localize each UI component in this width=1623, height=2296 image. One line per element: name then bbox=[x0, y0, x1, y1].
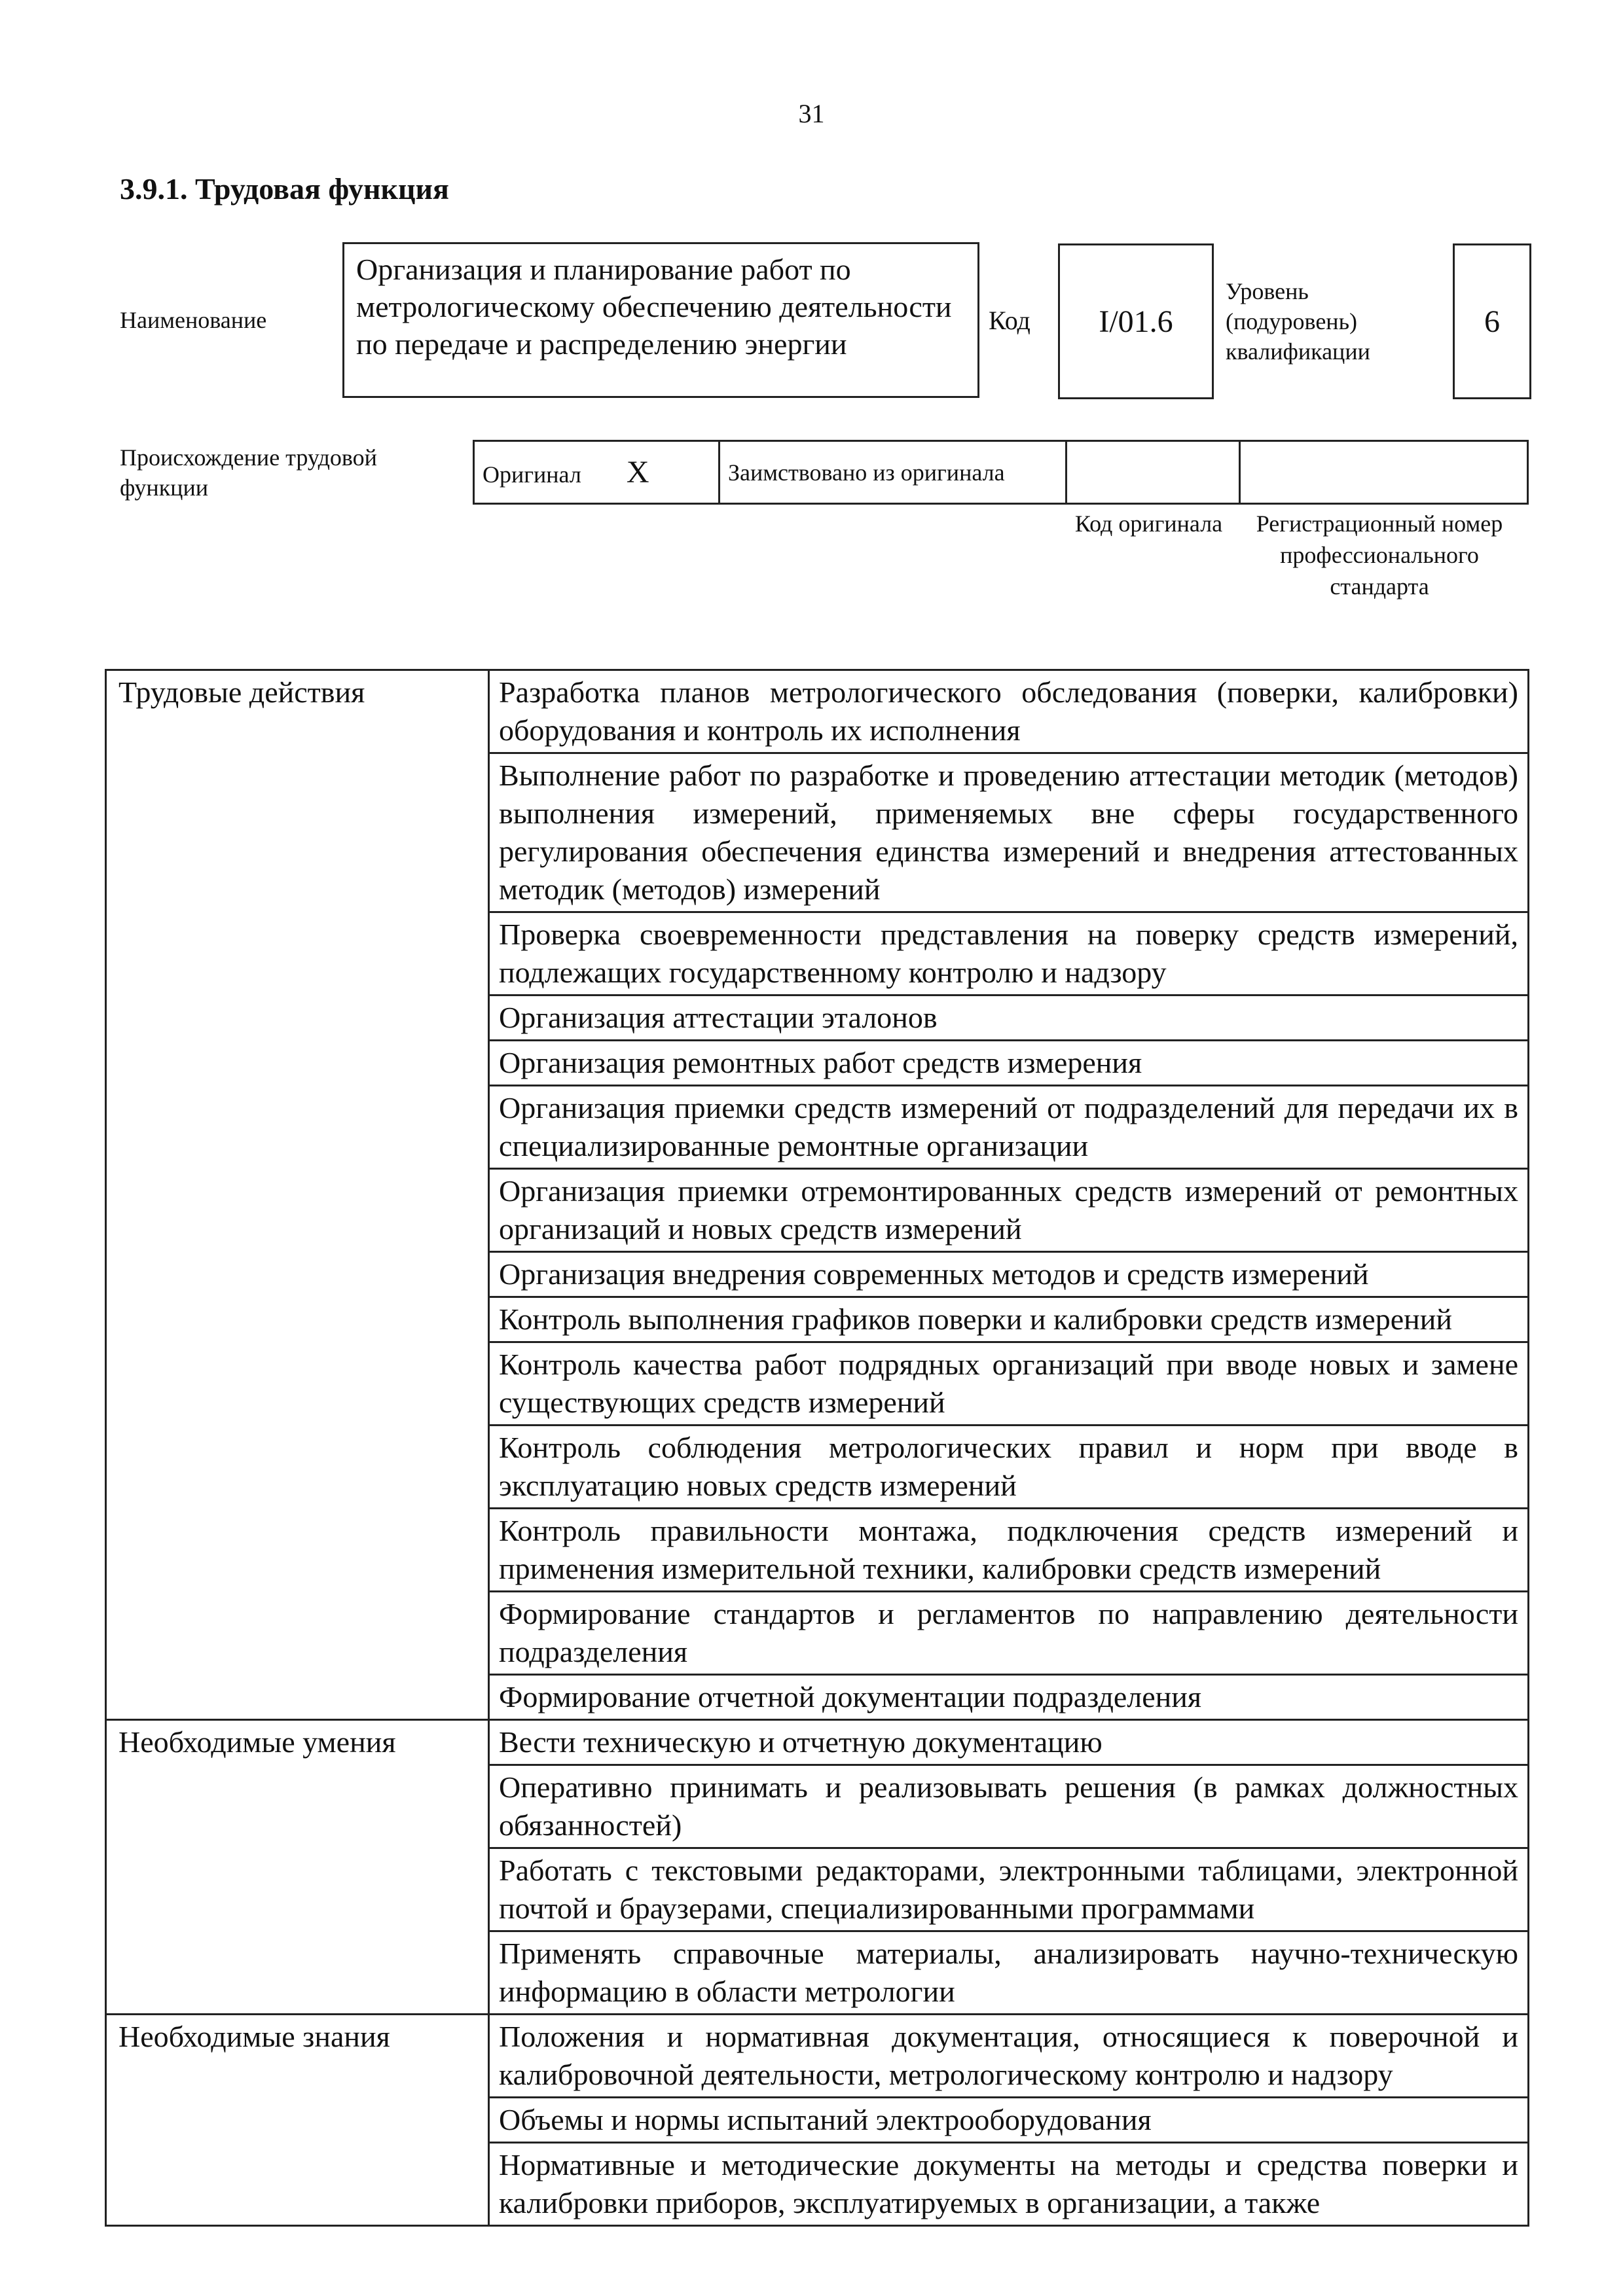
list-item: Формирование стандартов и регламентов по направлению деятельности подразделения bbox=[489, 1592, 1529, 1675]
code-original-cell bbox=[1067, 441, 1240, 504]
list-item: Нормативные и методические документы на методы и средства поверки и калибровки приборов, эксплуатируемых в организации, а также bbox=[489, 2143, 1529, 2226]
name-label: Наименование bbox=[120, 307, 267, 333]
list-item: Контроль качества работ подрядных организаций при вводе новых и замене существующих средств измерений bbox=[489, 1342, 1529, 1426]
original-mark: X bbox=[626, 455, 649, 490]
list-item: Выполнение работ по разработке и проведению аттестации методик (методов) выполнения измерений, применяемых вне сферы государственного регулирования обеспечения единства измерений и внедрения аттестованных методик (методов) измерений bbox=[489, 753, 1529, 912]
section-title: 3.9.1. Трудовая функция bbox=[120, 172, 449, 206]
original-label: Оригинал bbox=[483, 461, 581, 488]
table-row bbox=[106, 2015, 1529, 2098]
list-item: Положения и нормативная документация, относящиеся к поверочной и калибровочной деятельности, метрологическому контролю и надзору bbox=[489, 2015, 1529, 2098]
category-required-skills: Необходимые умения bbox=[106, 1720, 489, 2015]
code-value-box bbox=[1058, 243, 1214, 399]
list-item: Оперативно принимать и реализовывать решения (в рамках должностных обязанностей) bbox=[489, 1765, 1529, 1848]
list-item: Организация ремонтных работ средств измерения bbox=[489, 1041, 1529, 1086]
list-item: Применять справочные материалы, анализировать научно-техническую информацию в области метрологии bbox=[489, 1931, 1529, 2015]
list-item: Контроль выполнения графиков поверки и калибровки средств измерений bbox=[489, 1297, 1529, 1342]
list-item: Разработка планов метрологического обследования (поверки, калибровки) оборудования и контроль их исполнения bbox=[489, 670, 1529, 753]
origin-label: Происхождение трудовой функции bbox=[120, 444, 377, 501]
list-item: Вести техническую и отчетную документацию bbox=[489, 1720, 1529, 1765]
function-name-value: Организация и планирование работ по метрологическому обеспечению деятельности по передаче и распределению энергии bbox=[356, 253, 952, 361]
reg-number-cell bbox=[1240, 441, 1528, 504]
list-item: Организация приемки отремонтированных средств измерений от ремонтных организаций и новых средств измерений bbox=[489, 1169, 1529, 1252]
code-value: I/01.6 bbox=[1099, 304, 1173, 339]
labor-function-table bbox=[105, 669, 1529, 2227]
reg-number-label: Регистрационный номер профессионального стандарта bbox=[1256, 511, 1503, 600]
list-item: Работать с текстовыми редакторами, электронными таблицами, электронной почтой и браузерами, специализированными программами bbox=[489, 1848, 1529, 1931]
level-label: Уровень (подуровень) квалификации bbox=[1226, 278, 1370, 365]
table-row bbox=[106, 670, 1529, 753]
code-label: Код bbox=[989, 306, 1030, 335]
level-value-box bbox=[1453, 243, 1531, 399]
list-item: Организация аттестации эталонов bbox=[489, 996, 1529, 1041]
category-required-knowledge: Необходимые знания bbox=[106, 2015, 489, 2226]
borrowed-cell bbox=[720, 441, 1067, 504]
origin-table bbox=[473, 440, 1529, 505]
list-item: Проверка своевременности представления на поверку средств измерений, подлежащих государственному контролю и надзору bbox=[489, 912, 1529, 996]
code-original-label: Код оригинала bbox=[1074, 511, 1223, 537]
table-row bbox=[106, 1720, 1529, 1765]
list-item: Объемы и нормы испытаний электрооборудования bbox=[489, 2098, 1529, 2143]
list-item: Контроль правильности монтажа, подключения средств измерений и применения измерительной техники, калибровки средств измерений bbox=[489, 1509, 1529, 1592]
borrowed-label: Заимствовано из оригинала bbox=[728, 459, 1005, 486]
original-cell bbox=[474, 441, 720, 504]
list-item: Контроль соблюдения метрологических правил и норм при вводе в эксплуатацию новых средств измерений bbox=[489, 1426, 1529, 1509]
list-item: Формирование отчетной документации подразделения bbox=[489, 1675, 1529, 1720]
level-value: 6 bbox=[1484, 304, 1500, 339]
list-item: Организация приемки средств измерений от подразделений для передачи их в специализированные ремонтные организации bbox=[489, 1086, 1529, 1169]
category-labor-actions: Трудовые действия bbox=[106, 670, 489, 1720]
list-item: Организация внедрения современных методов и средств измерений bbox=[489, 1252, 1529, 1297]
page-number: 31 bbox=[798, 99, 825, 128]
function-name-box bbox=[342, 242, 979, 398]
